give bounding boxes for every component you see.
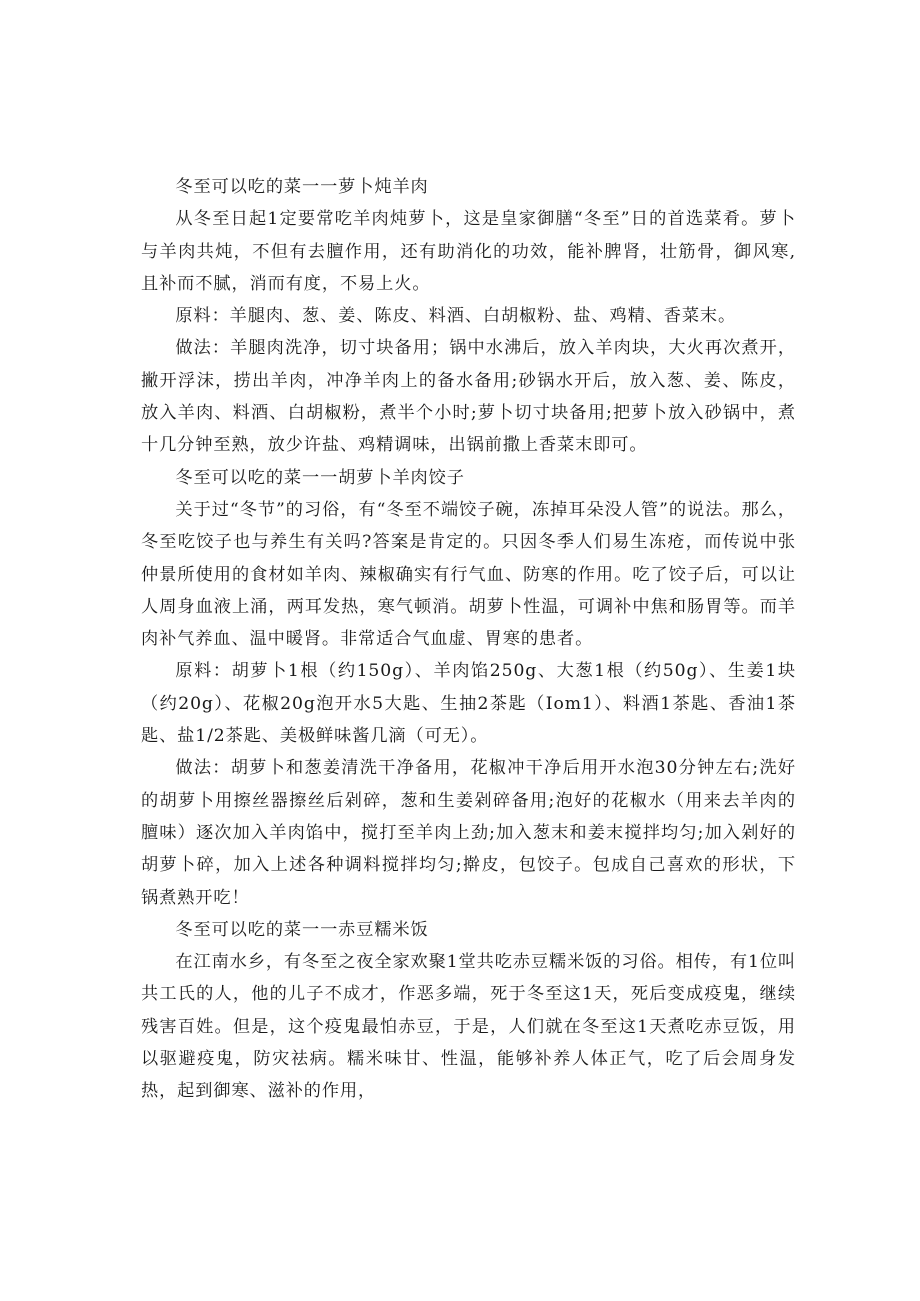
paragraph-method-carrot-dumplings: 做法：胡萝卜和葱姜清洗干净备用，花椒冲干净后用开水泡30分钟左右;洗好的胡萝卜用擦丝器擦丝后剁碎，葱和生姜剁碎备用;泡好的花椒水（用来去羊肉的膻味）逐次加入羊肉馅中，搅打至羊肉上劲;加入葱末和姜末搅拌均匀;加入剁好的胡萝卜碎，加入上述各种调料搅拌均匀;擀皮，包饺子。包成自己喜欢的形状，下锅煮熟开吃！ [141, 758, 796, 908]
section-title-carrot-dumplings: 冬至可以吃的菜一一胡萝卜羊肉饺子 [175, 467, 465, 488]
paragraph-method-mutton-radish: 做法：羊腿肉洗净，切寸块备用；锅中水沸后，放入羊肉块，大火再次煮开，撇开浮沫，捞出羊肉，冲净羊肉上的备水备用;砂锅水开后，放入葱、姜、陈皮，放入羊肉、料酒、白胡椒粉，煮半个小时;萝卜切寸块备用;把萝卜放入砂锅中，煮十几分钟至熟，放少许盐、鸡精调味，出锅前撒上香菜末即可。 [141, 338, 796, 456]
article-body [141, 171, 796, 1108]
section-title-mutton-radish: 冬至可以吃的菜一一萝卜炖羊肉 [175, 177, 429, 197]
paragraph-intro-red-bean-rice: 在江南水乡，有冬至之夜全家欢聚1堂共吃赤豆糯米饭的习俗。相传，有1位叫共工氏的人，他的儿子不成才，作恶多端，死于冬至这1天，死后变成疫鬼，继续残害百姓。但是，这个疫鬼最怕赤豆，于是，人们就在冬至这1天煮吃赤豆饭，用以驱避疫鬼，防灾祛病。糯米味甘、性温，能够补养人体正气，吃了后会周身发热，起到御寒、滋补的作用， [141, 952, 796, 1102]
paragraph-intro-mutton-radish: 从冬至日起1定要常吃羊肉炖萝卜，这是皇家御膳“冬至”日的首选菜肴。萝卜与羊肉共炖，不但有去膻作用，还有助消化的功效，能补脾肾，壮筋骨，御风寒,且补而不腻，消而有度，不易上火。 [141, 209, 796, 294]
section-title-red-bean-rice: 冬至可以吃的菜一一赤豆糯米饭 [175, 919, 429, 940]
paragraph-ingredients-carrot-dumplings: 原料：胡萝卜1根（约150g）、羊肉馅250g、大葱1根（约50g）、生姜1块（约20g）、花椒20g泡开水5大匙、生抽2茶匙（Iom1）、料酒1茶匙、香油1茶匙、盐1/2茶匙、美极鲜味酱几滴（可无）。 [141, 661, 796, 747]
paragraph-ingredients-mutton-radish: 原料：羊腿肉、葱、姜、陈皮、料酒、白胡椒粉、盐、鸡精、香菜末。 [175, 306, 737, 327]
paragraph-intro-carrot-dumplings: 关于过“冬节”的习俗，有“冬至不端饺子碗，冻掉耳朵没人管”的说法。那么，冬至吃饺子也与养生有关吗?答案是肯定的。只因冬季人们易生冻疮，而传说中张仲景所使用的食材如羊肉、辣椒确实有行气血、防寒的作用。吃了饺子后，可以让人周身血液上涌，两耳发热，寒气顿消。胡萝卜性温，可调补中焦和肠胃等。而羊肉补气养血、温中暖肾。非常适合气血虚、胃寒的患者。 [141, 499, 796, 650]
